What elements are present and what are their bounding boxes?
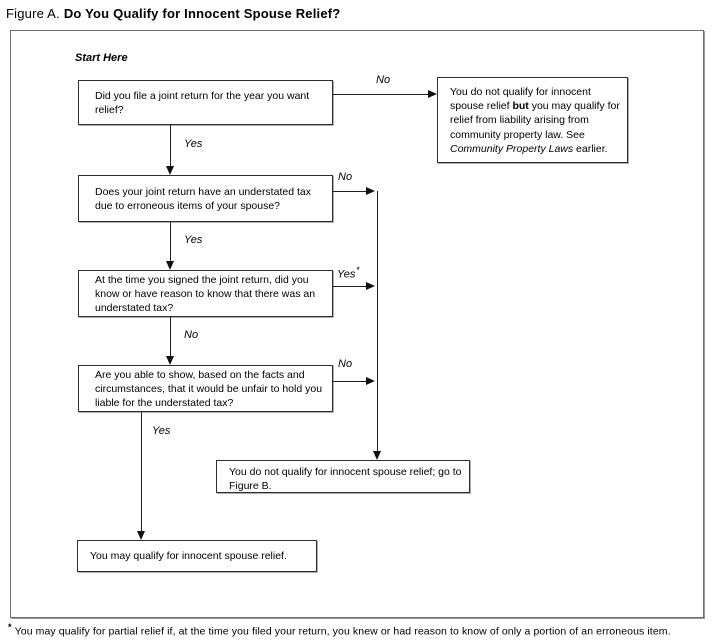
figure-title-main: Do You Qualify for Innocent Spouse Relief? — [63, 6, 341, 21]
outcome-figure-b-text: You do not qualify for innocent spouse relief; go to Figure B. — [229, 466, 462, 493]
edge-label-q3-yes — [337, 265, 360, 281]
footnote — [8, 622, 671, 638]
outcome-box-may-qualify — [77, 540, 317, 572]
edge-label-q2-yes: Yes — [184, 234, 203, 246]
connector-q4-no-line — [333, 381, 367, 382]
arrowhead-q2-yes-icon — [166, 261, 174, 270]
start-here-label: Start Here — [75, 52, 128, 64]
arrowhead-q4-no-icon — [366, 377, 375, 385]
connector-trunk-line — [377, 191, 378, 452]
connector-q2-no-line — [333, 191, 367, 192]
edge-label-q1-no: No — [376, 74, 391, 86]
figure-title-prefix: Figure A. — [6, 6, 60, 21]
connector-q1-no-line — [333, 94, 429, 95]
outcome-may-qualify-text: You may qualify for innocent spouse relief. — [90, 550, 287, 562]
outcome-community-text-3: earlier. — [573, 142, 608, 155]
edge-label-q4-no: No — [338, 358, 353, 370]
arrowhead-trunk-icon — [373, 451, 381, 460]
connector-q1-yes-line — [170, 125, 171, 167]
connector-q2-yes-line — [170, 222, 171, 262]
arrowhead-q3-no-icon — [166, 356, 174, 365]
question-q1-text: Did you file a joint return for the year you want relief? — [95, 89, 310, 116]
connector-q3-no-line — [170, 317, 171, 357]
question-box-q2 — [78, 175, 333, 222]
edge-label-q4-yes: Yes — [152, 425, 171, 437]
outcome-community-italic: Community Property Laws — [450, 142, 574, 155]
edge-label-q2-no: No — [338, 171, 353, 183]
figure-title — [6, 6, 340, 21]
question-q2-text: Does your joint return have an understated tax due to erroneous items of your spouse? — [95, 185, 311, 212]
arrowhead-q3-yes-icon — [366, 282, 375, 290]
outcome-community-text-2: you may qualify for relief from liability arising from community property law. See — [450, 100, 620, 141]
question-q4-text: Are you able to show, based on the facts and circumstances, that it would be unfair to hold you liable for the understated tax? — [95, 368, 323, 409]
outcome-community-text-1: You do not qualify for innocent spouse relief — [450, 86, 591, 113]
arrowhead-q1-yes-icon — [166, 166, 174, 175]
outcome-box-figure-b — [216, 460, 470, 493]
edge-label-q1-yes: Yes — [184, 138, 203, 150]
outcome-box-community-property — [437, 77, 628, 163]
connector-q3-yes-line — [333, 286, 367, 287]
question-q3-text: At the time you signed the joint return, did you know or have reason to know that there was an understated tax? — [95, 273, 316, 314]
arrowhead-q2-no-icon — [366, 187, 375, 195]
edge-label-q3-asterisk: * — [356, 265, 360, 275]
arrowhead-q4-yes-icon — [137, 531, 145, 540]
edge-label-q3-yes-text: Yes — [337, 268, 356, 281]
footnote-text: You may qualify for partial relief if, at the time you filed your return, you knew or had reason to know of only a portion of an erroneous item. — [14, 625, 671, 638]
arrowhead-q1-no-icon — [428, 90, 437, 98]
question-box-q3 — [78, 270, 333, 317]
footnote-asterisk: * — [8, 622, 12, 632]
outcome-community-bold: but — [512, 100, 529, 113]
question-box-q1 — [78, 80, 333, 125]
question-box-q4 — [78, 365, 333, 412]
connector-q4-yes-line — [141, 412, 142, 532]
edge-label-q3-no: No — [184, 329, 199, 341]
